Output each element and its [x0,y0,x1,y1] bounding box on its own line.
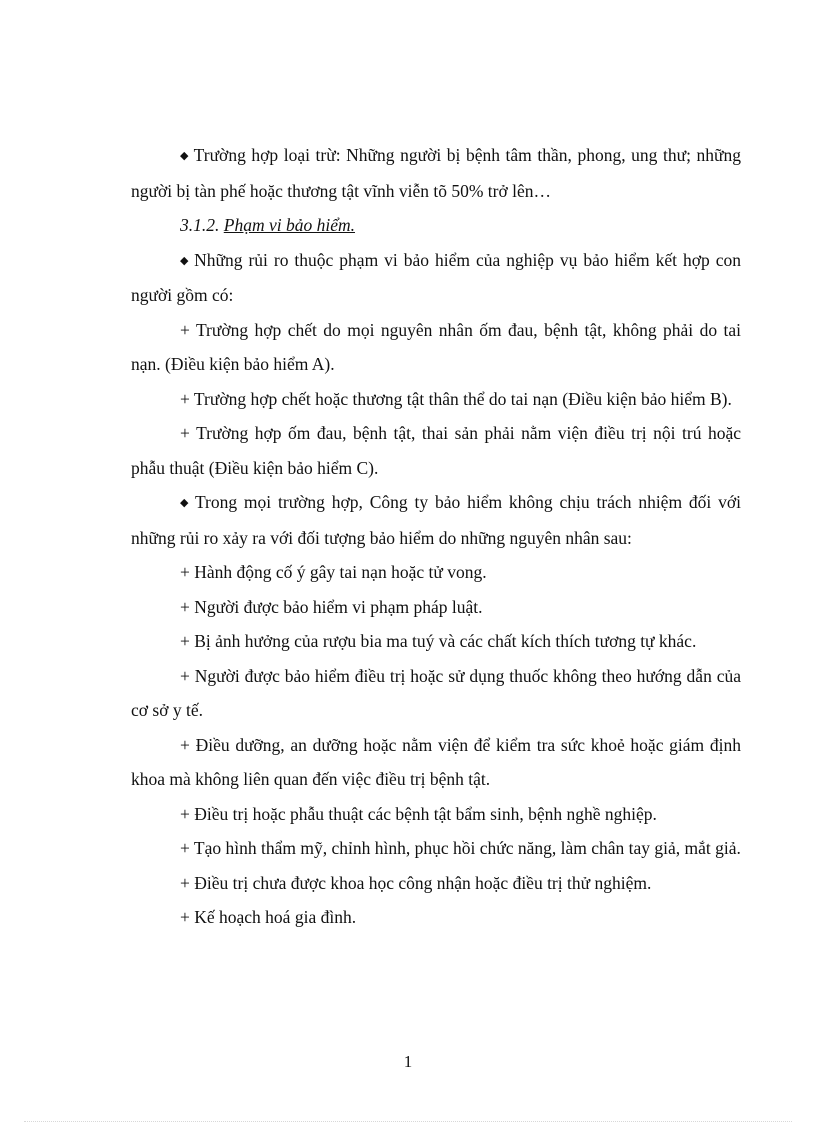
section-heading [131,208,741,243]
list-item-condition-a: + Trường hợp chết do mọi nguyên nhân ốm đau, bệnh tật, không phải do tai nạn. (Điều kiện bảo hiểm A). [131,319,741,374]
section-number: 3.1.2. [180,215,224,235]
page-bottom-divider [24,1121,792,1122]
paragraph-not-liable: ◆ Trong mọi trường hợp, Công ty bảo hiểm không chịu trách nhiệm đối với những rủi ro xảy ra với đối tượng bảo hiểm do những nguyên nhân sau: [131,492,741,548]
list-item-exclusion: + Tạo hình thẩm mỹ, chỉnh hình, phục hồi chức năng, làm chân tay giả, mắt giả. [180,838,741,858]
list-item-exclusion: + Điều trị hoặc phẫu thuật các bệnh tật bẩm sinh, bệnh nghề nghiệp. [180,803,657,824]
section-title: Phạm vi bảo hiểm. [223,215,355,235]
diamond-bullet-icon: ◆ [180,254,191,267]
diamond-bullet-icon: ◆ [180,497,191,509]
list-item-exclusion: + Điều trị chưa được khoa học công nhận hoặc điều trị thử nghiệm. [180,872,652,893]
list-item-exclusion: + Hành động cố ý gây tai nạn hoặc tử vong. [180,562,487,582]
list-item-exclusion: + Kế hoạch hoá gia đình. [180,907,357,927]
page-number: 1 [403,1052,413,1071]
list-item-exclusion: + Người được bảo hiểm vi phạm pháp luật. [180,596,483,617]
paragraph-covered-risks: ◆ Những rủi ro thuộc phạm vi bảo hiểm của nghiệp vụ bảo hiểm kết hợp con người gồm có: [131,249,741,305]
list-item-exclusion: + Điều dưỡng, an dưỡng hoặc nằm viện để kiểm tra sức khoẻ hoặc giám định khoa mà không liên quan đến việc điều trị bệnh tật. [131,734,741,789]
list-item-condition-b: + Trường hợp chết hoặc thương tật thân thể do tai nạn (Điều kiện bảo hiểm B). [180,388,732,409]
list-item-condition-c: + Trường hợp ốm đau, bệnh tật, thai sản phải nằm viện điều trị nội trú hoặc phẫu thuật (Điều kiện bảo hiểm C). [131,423,741,478]
list-item-exclusion: + Bị ảnh hưởng của rượu bia ma tuý và các chất kích thích tương tự khác. [180,631,697,651]
diamond-bullet-icon: ◆ [180,150,190,162]
list-item-exclusion: + Người được bảo hiểm điều trị hoặc sử dụng thuốc không theo hướng dẫn của cơ sở y tế. [131,665,741,720]
document-body [131,138,741,935]
paragraph-exclusion-cases: ◆ Trường hợp loại trừ: Những người bị bệnh tâm thần, phong, ung thư; những người bị tàn phế hoặc thương tật vĩnh viễn tõ 50% trở lên… [131,145,741,201]
